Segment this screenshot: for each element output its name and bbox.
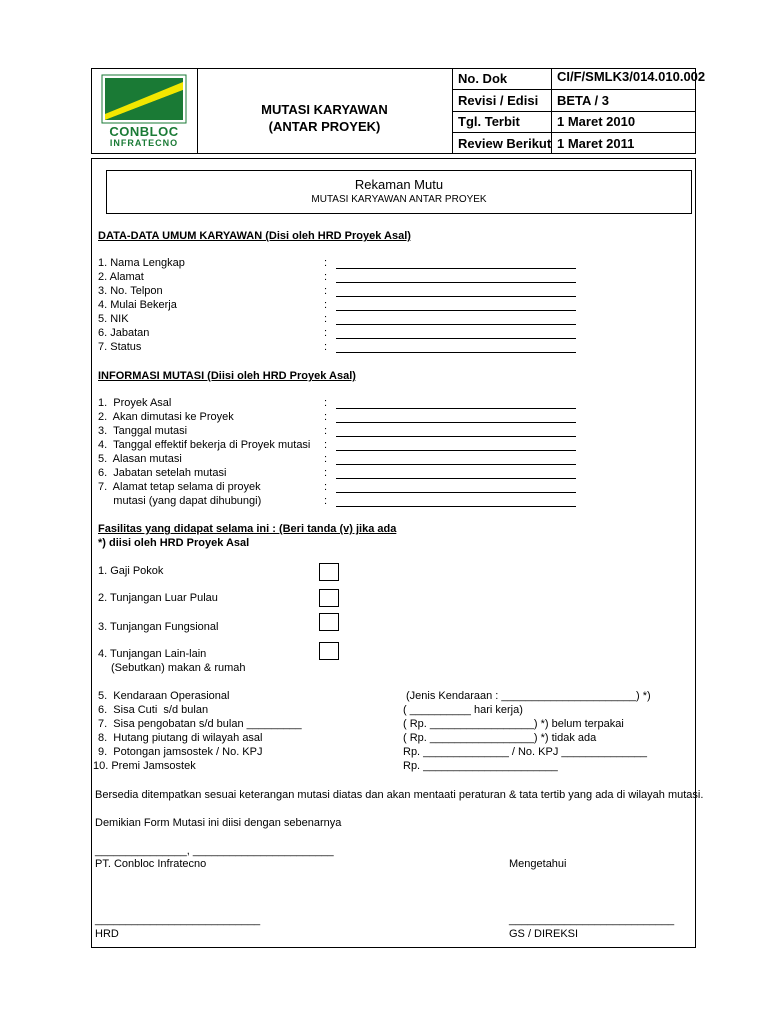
- mutation-field-label: 6. Jabatan setelah mutasi: [98, 467, 227, 479]
- company-name: PT. Conbloc Infratecno: [95, 858, 207, 870]
- title-line-2: (ANTAR PROYEK): [268, 119, 381, 134]
- facility-item: 3. Tunjangan Fungsional: [98, 621, 219, 633]
- gs-signature-line[interactable]: ___________________________: [509, 914, 675, 926]
- facility-item: 1. Gaji Pokok: [98, 565, 164, 577]
- statement-truth: Demikian Form Mutasi ini diisi dengan sebenarnya: [95, 817, 342, 829]
- employee-field-label: 4. Mulai Bekerja: [98, 299, 177, 311]
- mutation-field-label: 7. Alamat tetap selama di proyek: [98, 481, 261, 493]
- header-row-divider: [452, 89, 696, 90]
- employee-field-label: 7. Status: [98, 341, 142, 353]
- logo-name: CONBLOC: [109, 124, 179, 139]
- employee-field-label: 5. NIK: [98, 313, 129, 325]
- mutation-field-input[interactable]: [336, 478, 576, 479]
- facility-detail-label: 10. Premi Jamsostek: [93, 760, 196, 772]
- colon: :: [324, 327, 328, 339]
- employee-field-input[interactable]: [336, 338, 576, 339]
- colon: :: [324, 271, 328, 283]
- facility-detail-label: 8. Hutang piutang di wilayah asal: [98, 732, 263, 744]
- mutation-field-input[interactable]: [336, 408, 576, 409]
- employee-field-input[interactable]: [336, 268, 576, 269]
- facility-item-sub: (Sebutkan) makan & rumah: [111, 662, 246, 674]
- colon: :: [324, 425, 328, 437]
- colon: :: [324, 467, 328, 479]
- facility-checkbox[interactable]: [319, 589, 339, 607]
- facility-item: 4. Tunjangan Lain-lain: [98, 648, 207, 660]
- colon: :: [324, 257, 328, 269]
- facility-checkbox[interactable]: [319, 613, 339, 631]
- employee-field-input[interactable]: [336, 296, 576, 297]
- document-title: [197, 101, 452, 135]
- colon: :: [324, 453, 328, 465]
- revision-label: Revisi / Edisi: [458, 93, 539, 108]
- colon: :: [324, 481, 328, 493]
- acknowledge-label: Mengetahui: [509, 858, 567, 870]
- colon: :: [324, 439, 328, 451]
- issue-date-label: Tgl. Terbit: [458, 114, 520, 129]
- facility-detail-label: 7. Sisa pengobatan s/d bulan _________: [98, 718, 302, 730]
- next-review-label: Review Berikut: [458, 136, 552, 151]
- colon: :: [324, 411, 328, 423]
- title-line-1: MUTASI KARYAWAN: [261, 102, 388, 117]
- employee-field-input[interactable]: [336, 310, 576, 311]
- facility-item: 2. Tunjangan Luar Pulau: [98, 592, 218, 604]
- facility-detail-label: 6. Sisa Cuti s/d bulan: [98, 704, 209, 716]
- mutation-field-input[interactable]: [336, 450, 576, 451]
- section2-heading: INFORMASI MUTASI (Diisi oleh HRD Proyek Asal): [98, 370, 356, 382]
- facility-detail-label: 9. Potongan jamsostek / No. KPJ: [98, 746, 263, 758]
- mutation-field-input[interactable]: [336, 422, 576, 423]
- facility-detail-input[interactable]: ( __________ hari kerja): [403, 704, 523, 716]
- mutation-field-label: 3. Tanggal mutasi: [98, 425, 188, 437]
- statement-agreement: Bersedia ditempatkan sesuai keterangan mutasi diatas dan akan mentaati peraturan & tata tertib yang ada di wilayah mutasi.: [95, 789, 704, 801]
- employee-field-input[interactable]: [336, 352, 576, 353]
- header-row-divider: [452, 111, 696, 112]
- record-box: [106, 170, 692, 214]
- hrd-signature-line[interactable]: ___________________________: [95, 914, 261, 926]
- hrd-role: HRD: [95, 928, 119, 940]
- employee-field-label: 3. No. Telpon: [98, 285, 163, 297]
- facility-detail-input[interactable]: Rp. ______________________: [403, 760, 558, 772]
- employee-field-input[interactable]: [336, 282, 576, 283]
- colon: :: [324, 299, 328, 311]
- section1-heading: DATA-DATA UMUM KARYAWAN (Disi oleh HRD Proyek Asal): [98, 230, 411, 242]
- mutation-field-label: mutasi (yang dapat dihubungi): [98, 495, 262, 507]
- doc-no-label: No. Dok: [458, 71, 508, 86]
- header-row-divider: [452, 132, 696, 133]
- issue-date-value: 1 Maret 2010: [557, 114, 636, 129]
- facility-detail-input[interactable]: Rp. ______________ / No. KPJ ______________: [403, 746, 648, 758]
- next-review-value: 1 Maret 2011: [557, 136, 635, 151]
- section3-subheading: *) diisi oleh HRD Proyek Asal: [98, 537, 250, 549]
- mutation-field-label: 5. Alasan mutasi: [98, 453, 182, 465]
- colon: :: [324, 313, 328, 325]
- doc-no-value: CI/F/SMLK3/014.010.002: [557, 69, 706, 84]
- mutation-field-input[interactable]: [336, 506, 576, 507]
- employee-field-input[interactable]: [336, 324, 576, 325]
- logo-subname: INFRATECNO: [109, 138, 179, 148]
- facility-detail-input[interactable]: ( Rp. _________________) *) belum terpakai: [403, 718, 624, 730]
- company-logo: [101, 74, 187, 150]
- mutation-field-label: 2. Akan dimutasi ke Proyek: [98, 411, 234, 423]
- colon: :: [324, 341, 328, 353]
- mutation-field-label: 1. Proyek Asal: [98, 397, 172, 409]
- colon: :: [324, 397, 328, 409]
- mutation-field-input[interactable]: [336, 436, 576, 437]
- facility-checkbox[interactable]: [319, 563, 339, 581]
- section3-heading: Fasilitas yang didapat selama ini : (Beri tanda (v) jika ada: [98, 523, 397, 535]
- mutation-field-input[interactable]: [336, 492, 576, 493]
- employee-field-label: 2. Alamat: [98, 271, 144, 283]
- colon: :: [324, 495, 328, 507]
- facility-checkbox[interactable]: [319, 642, 339, 660]
- facility-detail-input[interactable]: (Jenis Kendaraan : ______________________) *): [406, 690, 651, 702]
- revision-value: BETA / 3: [557, 93, 610, 108]
- record-title: Rekaman Mutu: [354, 177, 444, 192]
- mutation-field-input[interactable]: [336, 464, 576, 465]
- employee-field-label: 6. Jabatan: [98, 327, 150, 339]
- employee-field-label: 1. Nama Lengkap: [98, 257, 185, 269]
- facility-detail-label: 5. Kendaraan Operasional: [98, 690, 230, 702]
- mutation-field-label: 4. Tanggal effektif bekerja di Proyek mutasi: [98, 439, 311, 451]
- place-date-field[interactable]: _______________, _______________________: [95, 845, 334, 857]
- colon: :: [324, 285, 328, 297]
- record-subtitle: MUTASI KARYAWAN ANTAR PROYEK: [311, 194, 487, 205]
- facility-detail-input[interactable]: ( Rp. _________________) *) tidak ada: [403, 732, 597, 744]
- gs-role: GS / DIREKSI: [509, 928, 579, 940]
